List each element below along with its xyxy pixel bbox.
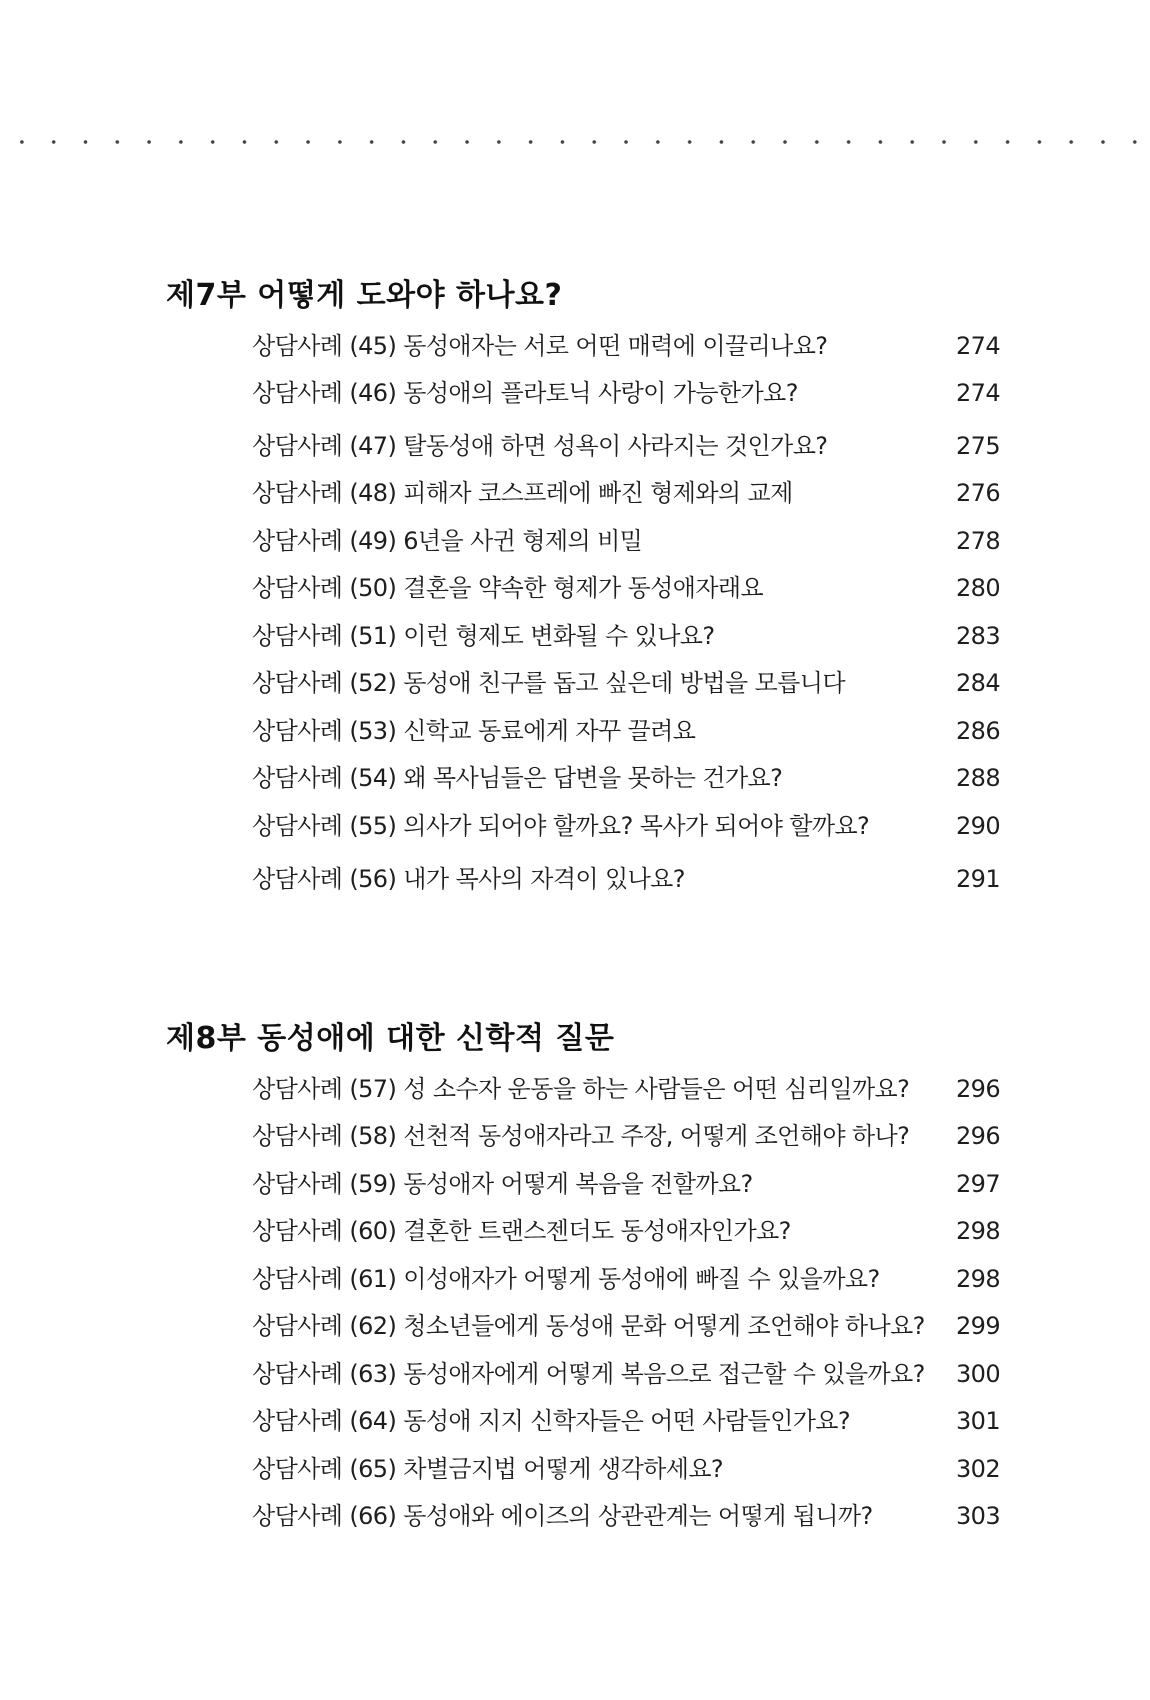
entry-page-number: 288 xyxy=(955,764,1000,792)
entry-title: 상담사례 (64) 동성애 지지 신학자들은 어떤 사람들인가요? xyxy=(252,1407,851,1435)
toc-entry[interactable] xyxy=(0,572,1150,604)
toc-entry[interactable] xyxy=(0,863,1150,895)
section-title: 제8부 동성애에 대한 신학적 질문 xyxy=(166,1021,615,1056)
entry-title: 상담사례 (52) 동성애 친구를 돕고 싶은데 방법을 모릅니다 xyxy=(252,669,845,697)
entry-title: 상담사례 (51) 이런 형제도 변화될 수 있나요? xyxy=(252,622,715,650)
entry-title: 상담사례 (55) 의사가 되어야 할까요? 목사가 되어야 할까요? xyxy=(252,812,870,840)
toc-entry[interactable] xyxy=(0,1453,1150,1485)
entry-page-number: 291 xyxy=(955,865,1000,893)
entry-title: 상담사례 (54) 왜 목사님들은 답변을 못하는 건가요? xyxy=(252,764,783,792)
toc-entry[interactable] xyxy=(0,667,1150,699)
entry-title: 상담사례 (45) 동성애자는 서로 어떤 매력에 이끌리나요? xyxy=(252,332,828,360)
entry-page-number: 283 xyxy=(955,622,1000,650)
toc-entry[interactable] xyxy=(0,1263,1150,1295)
entry-page-number: 297 xyxy=(955,1170,1000,1198)
entry-title: 상담사례 (59) 동성애자 어떻게 복음을 전할까요? xyxy=(252,1170,753,1198)
entry-title: 상담사례 (47) 탈동성애 하면 성욕이 사라지는 것인가요? xyxy=(252,432,828,460)
entry-title: 상담사례 (48) 피해자 코스프레에 빠진 형제와의 교제 xyxy=(252,479,793,507)
entry-page-number: 303 xyxy=(955,1502,1000,1530)
entry-title: 상담사례 (57) 성 소수자 운동을 하는 사람들은 어떤 심리일까요? xyxy=(252,1075,910,1103)
toc-entry[interactable] xyxy=(0,1168,1150,1200)
entry-title: 상담사례 (56) 내가 목사의 자격이 있나요? xyxy=(252,865,685,893)
entry-page-number: 298 xyxy=(955,1217,1000,1245)
entry-title: 상담사례 (58) 선천적 동성애자라고 주장, 어떻게 조언해야 하나? xyxy=(252,1122,910,1150)
toc-entry[interactable] xyxy=(0,525,1150,557)
toc-entry[interactable] xyxy=(0,762,1150,794)
entry-page-number: 301 xyxy=(955,1407,1000,1435)
toc-entry[interactable] xyxy=(0,1073,1150,1105)
toc-entry[interactable] xyxy=(0,715,1150,747)
entry-page-number: 284 xyxy=(955,669,1000,697)
toc-entry[interactable] xyxy=(0,477,1150,509)
toc-entry[interactable] xyxy=(0,1405,1150,1437)
entry-title: 상담사례 (60) 결혼한 트랜스젠더도 동성애자인가요? xyxy=(252,1217,791,1245)
toc-entry[interactable] xyxy=(0,1500,1150,1532)
entry-page-number: 274 xyxy=(955,332,1000,360)
toc-entry[interactable] xyxy=(0,620,1150,652)
toc-entry[interactable] xyxy=(0,1215,1150,1247)
toc-entry[interactable] xyxy=(0,377,1150,409)
entry-page-number: 278 xyxy=(955,527,1000,555)
entry-title: 상담사례 (61) 이성애자가 어떻게 동성애에 빠질 수 있을까요? xyxy=(252,1265,880,1293)
dotted-separator xyxy=(0,140,1150,144)
entry-page-number: 300 xyxy=(955,1360,1000,1388)
entry-page-number: 276 xyxy=(955,479,1000,507)
entry-page-number: 286 xyxy=(955,717,1000,745)
entry-title: 상담사례 (66) 동성애와 에이즈의 상관관계는 어떻게 됩니까? xyxy=(252,1502,873,1530)
entry-title: 상담사례 (62) 청소년들에게 동성애 문화 어떻게 조언해야 하나요? xyxy=(252,1312,925,1340)
entry-title: 상담사례 (49) 6년을 사귄 형제의 비밀 xyxy=(252,527,643,555)
entry-page-number: 296 xyxy=(955,1075,1000,1103)
entry-page-number: 298 xyxy=(955,1265,1000,1293)
entry-page-number: 296 xyxy=(955,1122,1000,1150)
entry-page-number: 280 xyxy=(955,574,1000,602)
entry-page-number: 302 xyxy=(955,1455,1000,1483)
toc-entry[interactable] xyxy=(0,330,1150,362)
entry-title: 상담사례 (53) 신학교 동료에게 자꾸 끌려요 xyxy=(252,717,696,745)
entry-title: 상담사례 (65) 차별금지법 어떻게 생각하세요? xyxy=(252,1455,724,1483)
toc-entry[interactable] xyxy=(0,1358,1150,1390)
entry-page-number: 275 xyxy=(955,432,1000,460)
toc-entry[interactable] xyxy=(0,810,1150,842)
toc-entry[interactable] xyxy=(0,430,1150,462)
toc-entry[interactable] xyxy=(0,1120,1150,1152)
entry-title: 상담사례 (46) 동성애의 플라토닉 사랑이 가능한가요? xyxy=(252,379,798,407)
entry-title: 상담사례 (50) 결혼을 약속한 형제가 동성애자래요 xyxy=(252,574,764,602)
entry-page-number: 274 xyxy=(955,379,1000,407)
section-title: 제7부 어떻게 도와야 하나요? xyxy=(166,278,563,313)
entry-page-number: 290 xyxy=(955,812,1000,840)
entry-title: 상담사례 (63) 동성애자에게 어떻게 복음으로 접근할 수 있을까요? xyxy=(252,1360,925,1388)
toc-entry[interactable] xyxy=(0,1310,1150,1342)
entry-page-number: 299 xyxy=(955,1312,1000,1340)
